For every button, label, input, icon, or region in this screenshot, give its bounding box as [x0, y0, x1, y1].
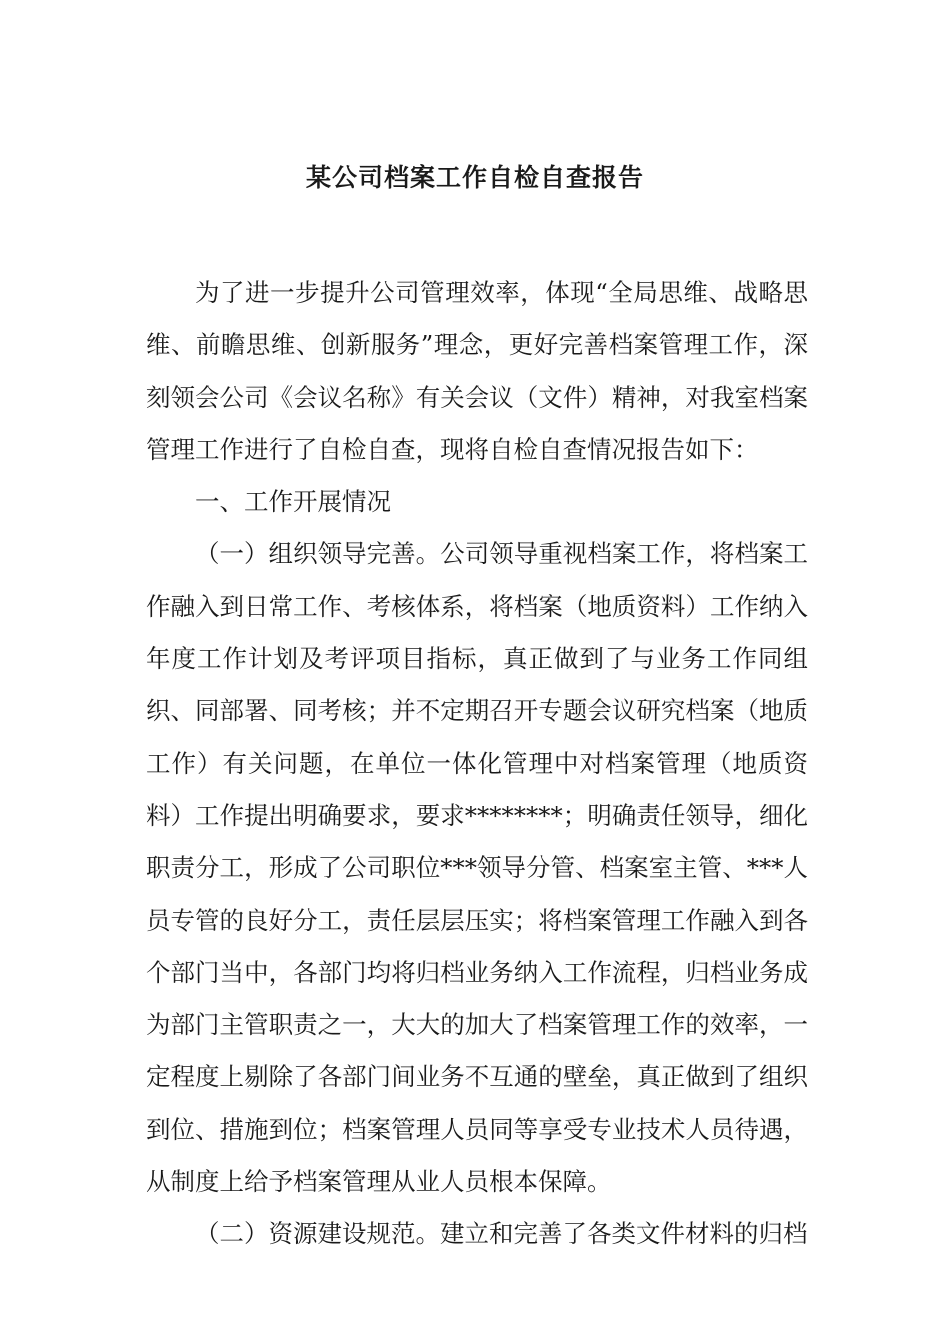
paragraph-resources: （二）资源建设规范。建立和完善了各类文件材料的归档 — [195, 1219, 808, 1249]
paragraph-organization: （一）组织领导完善。公司领导重视档案工作，将档案工作融入到日常工作、考核体系，将档案（地质资料）工作纳入年度工作计划及考评项目指标，真正做到了与业务工作同组织、同部署、同考核；并不定期召开专题会议研究档案（地质工作）有关问题，在单位一体化管理中对档案管理（地质资料）工作提出明确要求，要求********；明确责任领导，细化职责分工，形成了公司职位***领导分管、档案室主管、***人员专管的良好分工，责任层层压实；将档案管理工作融入到各个部门当中，各部门均将归档业务纳入工作流程，归档业务成为部门主管职责之一，大大的加大了档案管理工作的效率，一定程度上剔除了各部门间业务不互通的壁垒，真正做到了组织到位、措施到位；档案管理人员同等享受专业技术人员待遇，从制度上给予档案管理从业人员根本保障。 — [146, 539, 808, 1197]
document-body — [146, 267, 808, 1261]
section-heading-1: 一、工作开展情况 — [195, 487, 391, 517]
paragraph-intro: 为了进一步提升公司管理效率，体现“全局思维、战略思维、前瞻思维、创新服务”理念，更好完善档案管理工作，深刻领会公司《会议名称》有关会议（文件）精神，对我室档案管理工作进行了自检自查，现将自检自查情况报告如下： — [146, 278, 808, 464]
document-title: 某公司档案工作自检自查报告 — [305, 163, 644, 192]
